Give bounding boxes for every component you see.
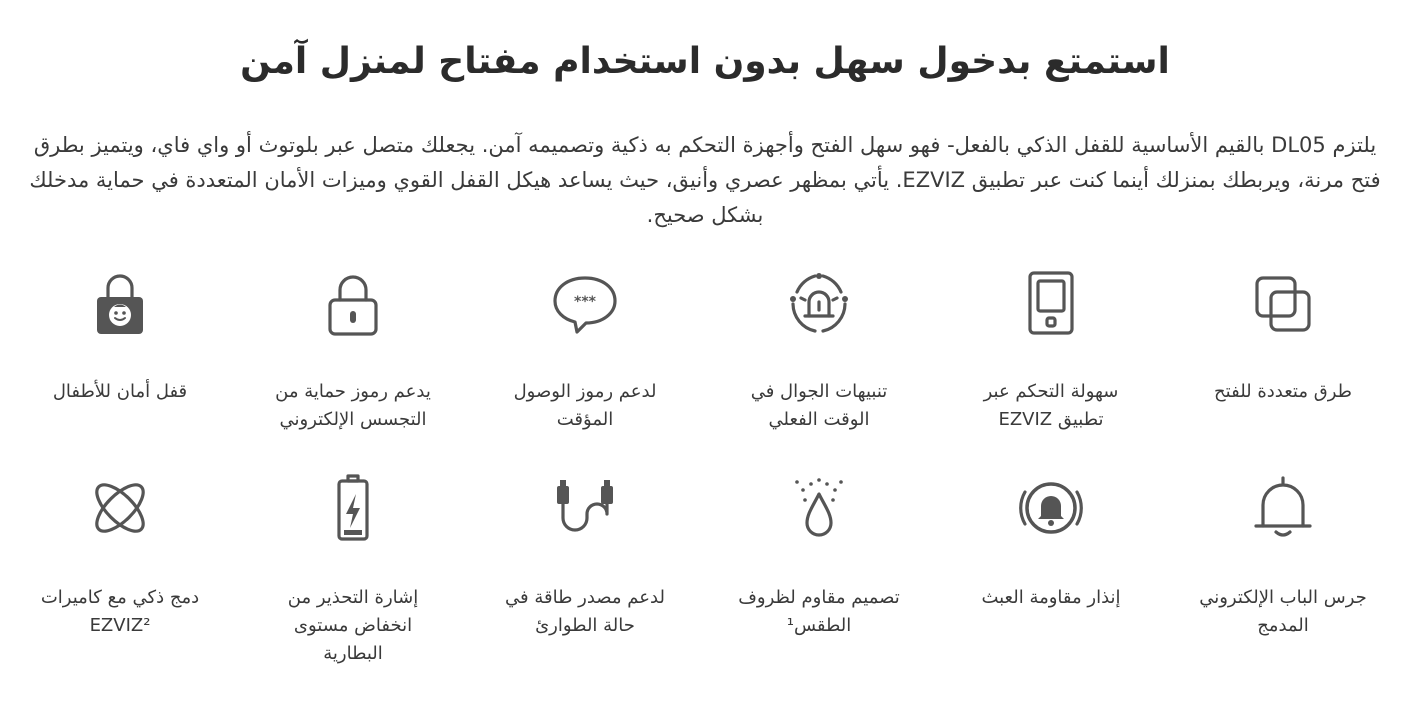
feature-low-battery <box>243 472 463 668</box>
feature-anti-peep <box>243 268 463 434</box>
feature-label: قفل أمان للأطفال <box>52 381 188 402</box>
feature-label: تصميم مقاوم لظروف الطقس¹ <box>738 587 900 636</box>
feature-camera-integration <box>10 472 230 640</box>
feature-label: لدعم رموز الوصول المؤقت <box>513 381 657 430</box>
feature-app-control <box>941 268 1161 434</box>
feature-mobile-alerts <box>709 268 929 434</box>
feature-label: إشارة التحذير من انخفاض مستوى البطارية <box>287 587 419 664</box>
feature-label: دمج ذكي مع كاميرات EZVIZ² <box>40 587 200 636</box>
feature-weatherproof <box>709 472 929 640</box>
usb-cable-icon <box>549 472 621 544</box>
multiple-squares-icon <box>1247 268 1319 340</box>
feature-emergency-power <box>475 472 695 640</box>
page-title: استمتع بدخول سهل بدون استخدام مفتاح لمنزل آمن <box>240 41 1170 82</box>
bell-icon <box>1247 472 1319 544</box>
alarm-beacon-icon <box>783 268 855 340</box>
integration-atom-icon <box>84 472 156 544</box>
feature-label: تنبيهات الجوال في الوقت الفعلي <box>750 381 888 430</box>
child-lock-icon <box>84 268 156 340</box>
tamper-alarm-icon <box>1015 472 1087 544</box>
feature-label: إنذار مقاومة العبث <box>981 587 1121 608</box>
padlock-icon <box>317 268 389 340</box>
feature-label: يدعم رموز حماية من التجسس الإلكتروني <box>275 381 431 430</box>
low-battery-icon <box>317 472 389 544</box>
feature-label: سهولة التحكم عبر تطبيق EZVIZ <box>983 381 1119 430</box>
chat-password-icon <box>549 268 621 340</box>
water-drop-icon <box>783 472 855 544</box>
feature-tamper-alarm <box>941 472 1161 612</box>
feature-multiple-unlock <box>1173 268 1393 406</box>
feature-temp-codes <box>475 268 695 434</box>
smartphone-icon <box>1015 268 1087 340</box>
feature-label: لدعم مصدر طاقة في حالة الطوارئ <box>505 587 665 636</box>
svg-text:***: *** <box>574 294 596 310</box>
feature-label: جرس الباب الإلكتروني المدمج <box>1199 587 1367 636</box>
feature-label: طرق متعددة للفتح <box>1214 381 1352 402</box>
feature-child-lock <box>10 268 230 406</box>
feature-doorbell <box>1173 472 1393 640</box>
page-description: يلتزم DL05 بالقيم الأساسية للقفل الذكي بالفعل- فهو سهل الفتح وأجهزة التحكم به ذكية وتصميمه آمن. يجعلك متصل عبر بلوتوث أو واي فاي، ويتميز بطرق فتح مرنة، ويربطك بمنزلك أينما كنت عبر تطبيق EZVIZ. يأتي بمظهر عصري وأنيق، حيث يساعد هيكل القفل القوي وميزات الأمان المتعددة في حماية مدخلك بشكل صحيح. <box>29 133 1381 227</box>
